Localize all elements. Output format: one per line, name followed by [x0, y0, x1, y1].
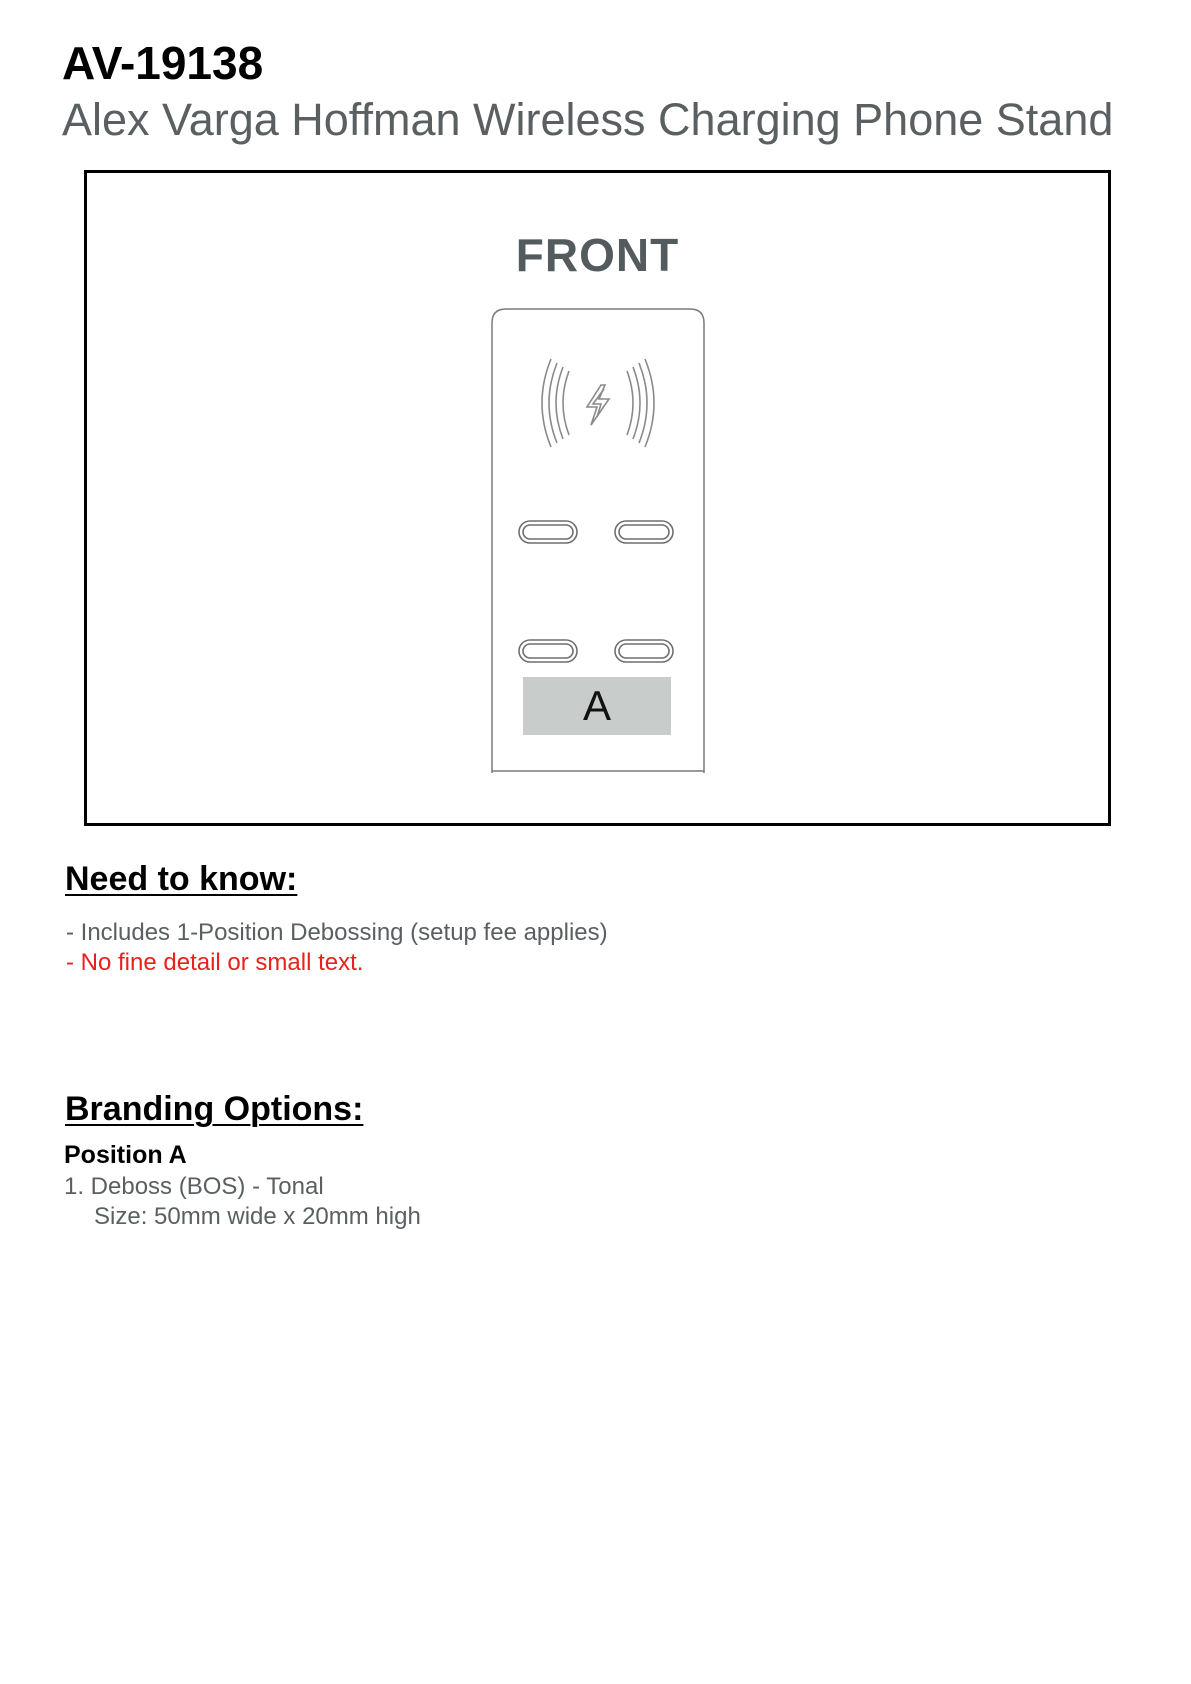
usb-c-port-icon: [615, 521, 673, 543]
need-to-know-heading: Need to know:: [65, 860, 298, 898]
usb-c-port-icon: [519, 640, 577, 662]
phone-stand-drawing: [487, 303, 727, 773]
wireless-charging-icon: [542, 359, 654, 447]
usb-c-port-icon: [615, 640, 673, 662]
branding-size: Size: 50mm wide x 20mm high: [94, 1203, 421, 1230]
position-a-title: Position A: [64, 1141, 187, 1169]
product-code: AV-19138: [62, 37, 264, 89]
note-fine-detail-warning: - No fine detail or small text.: [66, 949, 364, 976]
view-label: FRONT: [515, 229, 680, 281]
drawing-frame: [84, 170, 1111, 826]
branding-options-heading: Branding Options:: [65, 1090, 364, 1128]
note-setup-fee: - Includes 1-Position Debossing (setup fee applies): [66, 919, 608, 946]
branding-method: 1. Deboss (BOS) - Tonal: [64, 1173, 324, 1200]
position-marker: A: [582, 682, 612, 729]
usb-c-port-icon: [519, 521, 577, 543]
product-name: Alex Varga Hoffman Wireless Charging Phone Stand: [62, 94, 1114, 145]
